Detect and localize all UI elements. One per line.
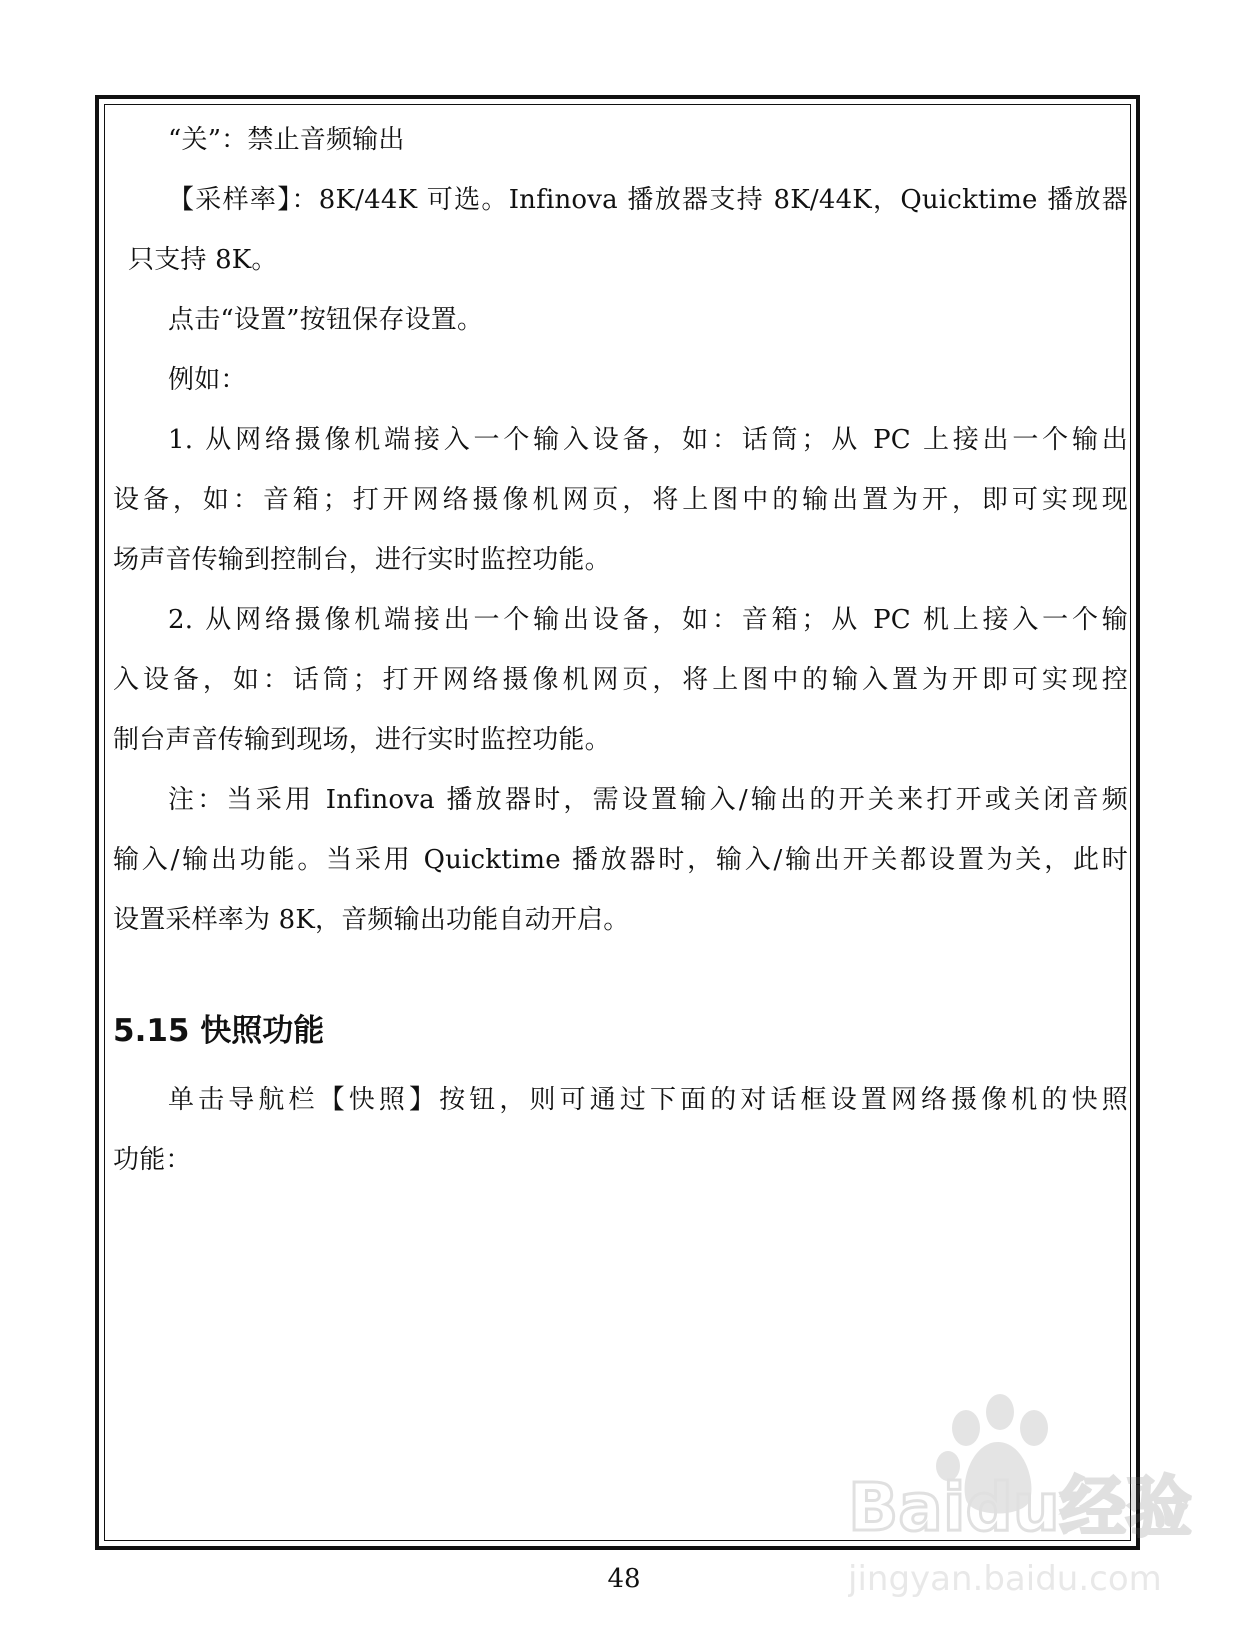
text-line: 只支持 8K。 [128,245,278,275]
page-number: 48 [607,1564,641,1594]
text-line: 单击导航栏【快照】按钮，则可通过下面的对话框设置网络摄像机的快照 [168,1085,1128,1115]
text-line: 注：当采用 Infinova 播放器时，需设置输入/输出的开关来打开或关闭音频 [168,785,1128,815]
text-line: 例如： [168,365,247,395]
watermark-logo-text: Baidu经验 [848,1469,1192,1546]
section-heading: 5.15 快照功能 [113,1013,325,1049]
text-line: 场声音传输到控制台，进行实时监控功能。 [113,545,611,575]
text-line: 功能： [113,1145,192,1175]
text-line: 点击“设置”按钮保存设置。 [168,305,484,335]
baidu-jingyan-watermark [848,1380,1238,1630]
text-line: 2. 从网络摄像机端接出一个输出设备，如：音箱；从 PC 机上接入一个输 [168,605,1128,635]
text-line: 【采样率】：8K/44K 可选。Infinova 播放器支持 8K/44K，Quicktime 播放器 [168,185,1128,215]
text-line: 入设备，如：话筒；打开网络摄像机网页，将上图中的输入置为开即可实现控 [113,665,1128,695]
text-line: 输入/输出功能。当采用 Quicktime 播放器时，输入/输出开关都设置为关，此时 [113,845,1128,875]
watermark-url: jingyan.baidu.com [848,1559,1162,1599]
text-line: 1. 从网络摄像机端接入一个输入设备，如：话筒；从 PC 上接出一个输出 [168,425,1128,455]
text-line: 制台声音传输到现场，进行实时监控功能。 [113,725,611,755]
text-line: 设置采样率为 8K，音频输出功能自动开启。 [113,905,630,935]
text-line: 设备，如：音箱；打开网络摄像机网页，将上图中的输出置为开，即可实现现 [113,485,1128,515]
text-line: “关”：禁止音频输出 [168,125,405,155]
